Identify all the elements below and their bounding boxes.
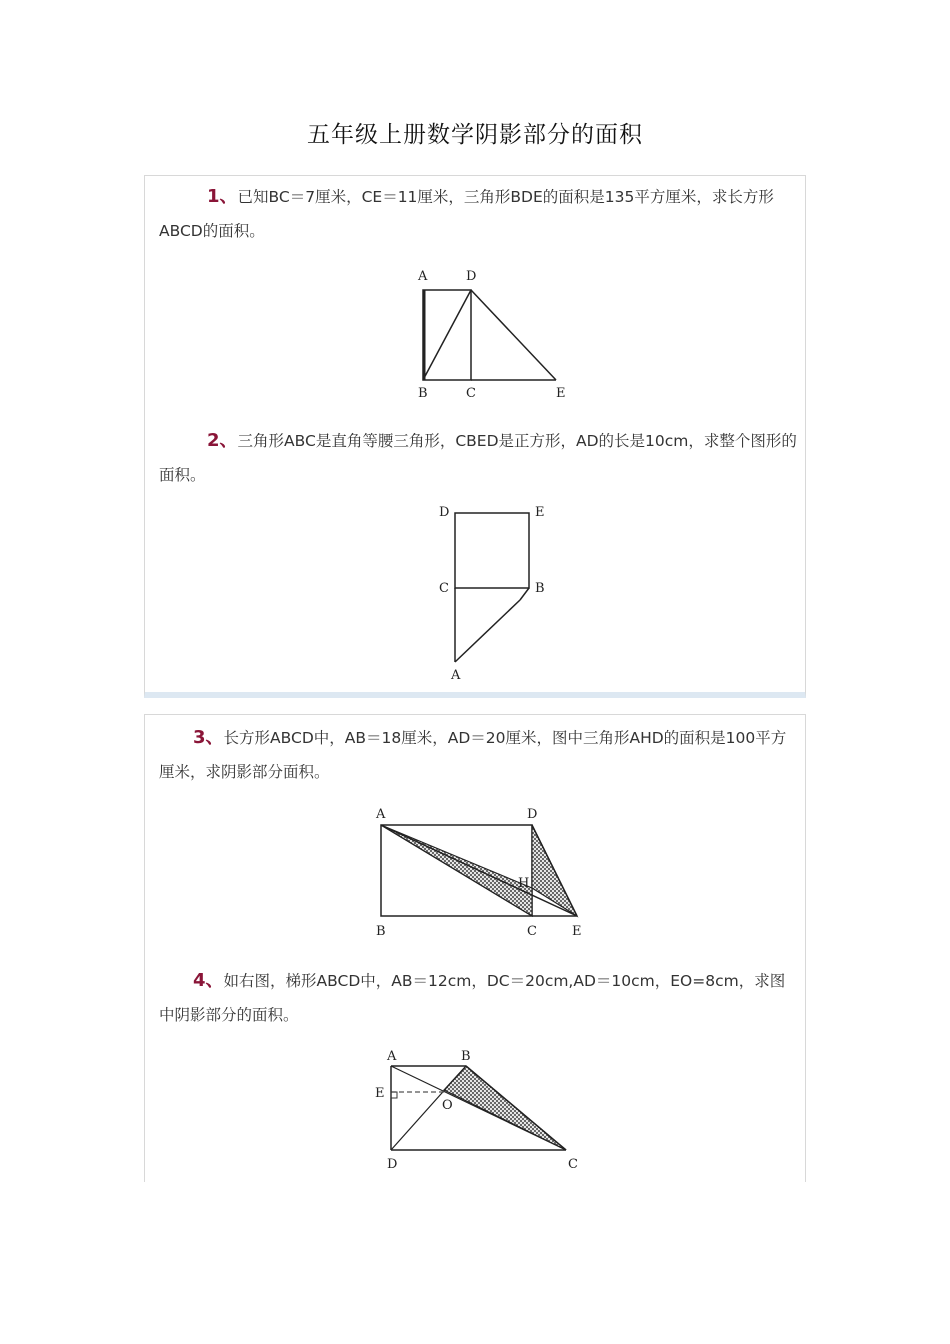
problem-text: 如右图，梯形ABCD中，AB＝12cm，DC＝20cm,AD＝10cm，EO=8cm，求图中阴影部分的面积。 xyxy=(159,972,786,1024)
label-b: B xyxy=(535,581,545,596)
problem-card-1 xyxy=(144,175,806,698)
label-d: D xyxy=(527,807,538,822)
label-a: A xyxy=(451,668,461,683)
segment-ba xyxy=(520,588,529,600)
problem-text: 长方形ABCD中，AB＝18厘米，AD＝20厘米，图中三角形AHD的面积是100平方厘米，求阴影部分面积。 xyxy=(159,729,787,781)
label-h: H xyxy=(518,876,530,891)
figure-3 xyxy=(371,803,591,943)
label-e: E xyxy=(556,386,566,401)
problem-text: 已知BC＝7厘米，CE＝11厘米，三角形BDE的面积是135平方厘米，求长方形ABCD的面积。 xyxy=(159,188,774,240)
problem-number: 4、 xyxy=(193,970,224,991)
label-a: A xyxy=(418,269,428,284)
problem-number: 1、 xyxy=(207,186,238,207)
label-d: D xyxy=(439,505,450,520)
label-c: C xyxy=(568,1157,578,1172)
figure-1 xyxy=(411,264,571,404)
problem-text: 三角形ABC是直角等腰三角形，CBED是正方形，AD的长是10cm，求整个图形的面积。 xyxy=(159,432,797,484)
page-title: 五年级上册数学阴影部分的面积 xyxy=(307,122,643,148)
label-a: A xyxy=(376,807,386,822)
problem-1 xyxy=(159,180,797,248)
shaded-triangle-boc xyxy=(444,1066,566,1150)
diagonal-bd xyxy=(391,1066,466,1150)
problem-4 xyxy=(159,964,797,1032)
square-cbed xyxy=(455,513,529,588)
label-c: C xyxy=(527,924,537,939)
segment-de xyxy=(471,290,556,380)
label-e: E xyxy=(535,505,545,520)
problem-3 xyxy=(159,721,797,789)
diagonal-bd xyxy=(423,290,471,380)
label-d: D xyxy=(387,1157,398,1172)
label-c: C xyxy=(466,386,476,401)
segment-ac xyxy=(381,825,532,916)
label-o: O xyxy=(442,1098,453,1113)
label-d: D xyxy=(466,269,477,284)
problem-card-2 xyxy=(144,714,806,1182)
problem-number: 2、 xyxy=(207,430,238,451)
label-e: E xyxy=(375,1086,385,1101)
label-e: E xyxy=(572,924,582,939)
figure-2 xyxy=(433,502,563,687)
problem-number: 3、 xyxy=(193,727,224,748)
problem-2 xyxy=(159,424,797,492)
figure-4 xyxy=(369,1045,589,1180)
label-c: C xyxy=(439,581,449,596)
label-b: B xyxy=(376,924,386,939)
label-b: B xyxy=(418,386,428,401)
right-angle-mark xyxy=(391,1092,397,1098)
label-b: B xyxy=(461,1049,471,1064)
segment-ba-2 xyxy=(455,600,520,662)
label-a: A xyxy=(387,1049,397,1064)
